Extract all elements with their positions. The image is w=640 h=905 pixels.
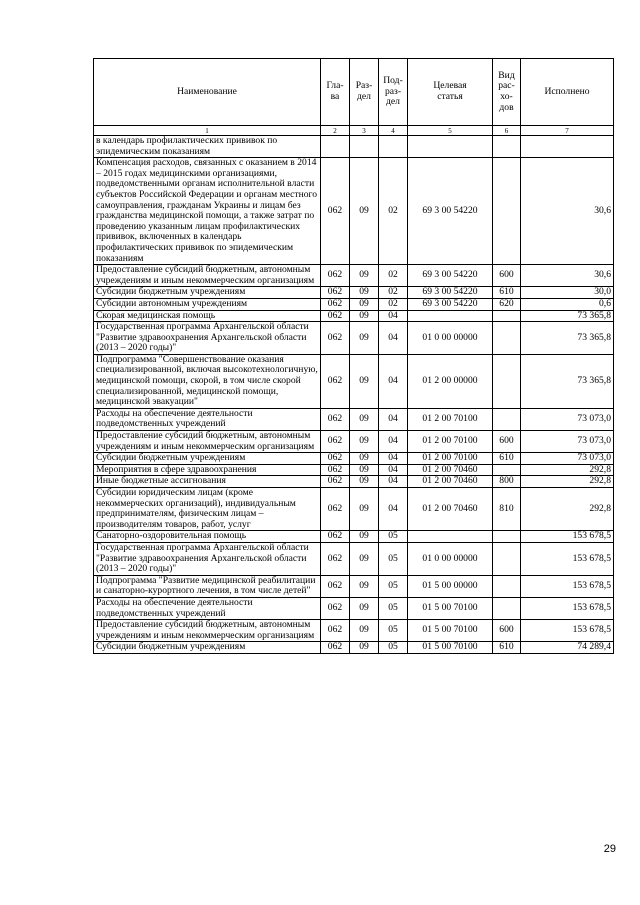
- row-vid-rashodov-cell: 600: [493, 431, 521, 453]
- row-celevaya-statya-cell: 01 5 00 00000: [408, 575, 493, 597]
- row-razdel-cell: 09: [350, 310, 379, 322]
- row-celevaya-statya-cell: 01 5 00 70100: [408, 642, 493, 654]
- table-row: [94, 310, 614, 322]
- row-razdel-cell: [350, 136, 379, 158]
- row-podrazdel-cell: 04: [379, 488, 408, 531]
- row-razdel-cell: 09: [350, 620, 379, 642]
- row-razdel-cell: 09: [350, 453, 379, 465]
- table-row: [94, 488, 614, 531]
- row-vid-rashodov-cell: [493, 158, 521, 265]
- row-name-cell: Субсидии юридическим лицам (кроме некоммерческих организаций), индивидуальным предпринимателям, физическим лицам – производителям товаров, работ, услуг: [94, 488, 321, 531]
- row-name-cell: Государственная программа Архангельской области "Развитие здравоохранения Архангельской области (2013 – 2020 годы)": [94, 542, 321, 575]
- table-row: [94, 136, 614, 158]
- row-podrazdel-cell: [379, 136, 408, 158]
- row-podrazdel-cell: 05: [379, 620, 408, 642]
- row-name-cell: Расходы на обеспечение деятельности подведомственных учреждений: [94, 408, 321, 430]
- row-razdel-cell: 09: [350, 322, 379, 355]
- column-number: 3: [350, 126, 379, 136]
- row-razdel-cell: 09: [350, 531, 379, 543]
- row-glava-cell: 062: [321, 488, 350, 531]
- row-ispolneno-cell: 73 073,0: [521, 431, 614, 453]
- row-celevaya-statya-cell: 69 3 00 54220: [408, 265, 493, 287]
- row-ispolneno-cell: 292,8: [521, 476, 614, 488]
- row-glava-cell: 062: [321, 158, 350, 265]
- row-celevaya-statya-cell: 01 2 00 70100: [408, 453, 493, 465]
- row-celevaya-statya-cell: 01 2 00 70460: [408, 488, 493, 531]
- row-vid-rashodov-cell: 600: [493, 265, 521, 287]
- row-glava-cell: 062: [321, 575, 350, 597]
- row-razdel-cell: 09: [350, 642, 379, 654]
- table-row: [94, 158, 614, 265]
- table-row: [94, 464, 614, 476]
- row-celevaya-statya-cell: 69 3 00 54220: [408, 287, 493, 299]
- row-ispolneno-cell: 153 678,5: [521, 597, 614, 619]
- row-ispolneno-cell: 73 073,0: [521, 453, 614, 465]
- row-glava-cell: 062: [321, 310, 350, 322]
- row-vid-rashodov-cell: 600: [493, 620, 521, 642]
- row-vid-rashodov-cell: 810: [493, 488, 521, 531]
- row-vid-rashodov-cell: [493, 310, 521, 322]
- header-razdel: Раз- дел: [350, 59, 379, 126]
- table-row: [94, 408, 614, 430]
- row-celevaya-statya-cell: 01 2 00 70460: [408, 464, 493, 476]
- row-glava-cell: 062: [321, 322, 350, 355]
- row-ispolneno-cell: 153 678,5: [521, 620, 614, 642]
- table-row: [94, 431, 614, 453]
- row-podrazdel-cell: 04: [379, 310, 408, 322]
- row-name-cell: Государственная программа Архангельской области "Развитие здравоохранения Архангельской области (2013 – 2020 годы)": [94, 322, 321, 355]
- row-podrazdel-cell: 04: [379, 408, 408, 430]
- row-name-cell: Компенсация расходов, связанных с оказанием в 2014 – 2015 годах медицинскими организациями, подведомственными органам исполнительной власти субъектов Российской Федерации и органам местного самоуправления, гражданам Украины и лицам без гражданства медицинской помощи, а также затрат по проведению указанным лицам профилактических прививок, включенных в календарь профилактических прививок по эпидемическим показаниям: [94, 158, 321, 265]
- row-podrazdel-cell: 04: [379, 453, 408, 465]
- row-glava-cell: 062: [321, 597, 350, 619]
- row-celevaya-statya-cell: 69 3 00 54220: [408, 298, 493, 310]
- row-ispolneno-cell: 292,8: [521, 464, 614, 476]
- row-name-cell: Подпрограмма "Развитие медицинской реабилитации и санаторно-курортного лечения, в том числе детей": [94, 575, 321, 597]
- row-name-cell: Субсидии бюджетным учреждениям: [94, 287, 321, 299]
- row-glava-cell: 062: [321, 265, 350, 287]
- row-glava-cell: 062: [321, 642, 350, 654]
- row-name-cell: Предоставление субсидий бюджетным, автономным учреждениям и иным некоммерческим организациям: [94, 431, 321, 453]
- header-ispolneno: Исполнено: [521, 59, 614, 126]
- row-celevaya-statya-cell: 01 5 00 70100: [408, 597, 493, 619]
- row-podrazdel-cell: 05: [379, 642, 408, 654]
- row-razdel-cell: 09: [350, 408, 379, 430]
- row-ispolneno-cell: 73 365,8: [521, 354, 614, 408]
- row-podrazdel-cell: 05: [379, 531, 408, 543]
- column-number: 5: [408, 126, 493, 136]
- row-ispolneno-cell: [521, 136, 614, 158]
- row-razdel-cell: 09: [350, 158, 379, 265]
- row-podrazdel-cell: 04: [379, 464, 408, 476]
- row-celevaya-statya-cell: 01 2 00 70460: [408, 476, 493, 488]
- row-razdel-cell: 09: [350, 542, 379, 575]
- row-podrazdel-cell: 02: [379, 158, 408, 265]
- table-row: [94, 620, 614, 642]
- header-name: Наименование: [94, 59, 321, 126]
- row-ispolneno-cell: 292,8: [521, 488, 614, 531]
- row-glava-cell: 062: [321, 542, 350, 575]
- row-ispolneno-cell: 73 365,8: [521, 322, 614, 355]
- row-name-cell: Субсидии автономным учреждениям: [94, 298, 321, 310]
- row-ispolneno-cell: 74 289,4: [521, 642, 614, 654]
- table-row: [94, 453, 614, 465]
- row-podrazdel-cell: 04: [379, 476, 408, 488]
- row-name-cell: Иные бюджетные ассигнования: [94, 476, 321, 488]
- table-row: [94, 298, 614, 310]
- row-vid-rashodov-cell: [493, 531, 521, 543]
- row-ispolneno-cell: 153 678,5: [521, 542, 614, 575]
- table-row: [94, 265, 614, 287]
- row-celevaya-statya-cell: 01 0 00 00000: [408, 542, 493, 575]
- row-glava-cell: 062: [321, 354, 350, 408]
- budget-table: [93, 58, 614, 654]
- row-razdel-cell: 09: [350, 287, 379, 299]
- row-podrazdel-cell: 04: [379, 322, 408, 355]
- row-vid-rashodov-cell: [493, 597, 521, 619]
- row-glava-cell: 062: [321, 287, 350, 299]
- row-glava-cell: 062: [321, 620, 350, 642]
- row-razdel-cell: 09: [350, 464, 379, 476]
- row-podrazdel-cell: 05: [379, 597, 408, 619]
- row-vid-rashodov-cell: [493, 542, 521, 575]
- row-name-cell: Предоставление субсидий бюджетным, автономным учреждениям и иным некоммерческим организациям: [94, 620, 321, 642]
- row-podrazdel-cell: 02: [379, 298, 408, 310]
- row-razdel-cell: 09: [350, 488, 379, 531]
- row-ispolneno-cell: 73 365,8: [521, 310, 614, 322]
- row-name-cell: Мероприятия в сфере здравоохранения: [94, 464, 321, 476]
- row-vid-rashodov-cell: [493, 136, 521, 158]
- row-podrazdel-cell: 05: [379, 542, 408, 575]
- row-name-cell: Подпрограмма "Совершенствование оказания специализированной, включая высокотехнологичную, медицинской помощи, скорой, в том числе скорой специализированной, медицинской помощи, медицинской эвакуации": [94, 354, 321, 408]
- column-number: 7: [521, 126, 614, 136]
- row-vid-rashodov-cell: [493, 322, 521, 355]
- row-celevaya-statya-cell: 01 2 00 70100: [408, 408, 493, 430]
- row-podrazdel-cell: 02: [379, 287, 408, 299]
- table-row: [94, 476, 614, 488]
- row-name-cell: Субсидии бюджетным учреждениям: [94, 453, 321, 465]
- row-ispolneno-cell: 30,0: [521, 287, 614, 299]
- row-celevaya-statya-cell: 01 2 00 00000: [408, 354, 493, 408]
- row-vid-rashodov-cell: [493, 354, 521, 408]
- row-name-cell: Скорая медицинская помощь: [94, 310, 321, 322]
- column-number: 4: [379, 126, 408, 136]
- row-vid-rashodov-cell: [493, 464, 521, 476]
- row-vid-rashodov-cell: [493, 575, 521, 597]
- row-ispolneno-cell: 73 073,0: [521, 408, 614, 430]
- page-number: 29: [603, 843, 616, 855]
- row-razdel-cell: 09: [350, 476, 379, 488]
- row-glava-cell: 062: [321, 298, 350, 310]
- table-row: [94, 642, 614, 654]
- row-name-cell: Расходы на обеспечение деятельности подведомственных учреждений: [94, 597, 321, 619]
- row-ispolneno-cell: 30,6: [521, 158, 614, 265]
- row-razdel-cell: 09: [350, 265, 379, 287]
- row-ispolneno-cell: 153 678,5: [521, 575, 614, 597]
- row-name-cell: Санаторно-оздоровительная помощь: [94, 531, 321, 543]
- row-razdel-cell: 09: [350, 431, 379, 453]
- row-celevaya-statya-cell: [408, 310, 493, 322]
- row-razdel-cell: 09: [350, 354, 379, 408]
- table-body: [94, 136, 614, 654]
- row-glava-cell: 062: [321, 531, 350, 543]
- row-glava-cell: 062: [321, 431, 350, 453]
- table-row: [94, 597, 614, 619]
- table-row: [94, 354, 614, 408]
- row-podrazdel-cell: 04: [379, 354, 408, 408]
- row-podrazdel-cell: 02: [379, 265, 408, 287]
- row-vid-rashodov-cell: 620: [493, 298, 521, 310]
- row-razdel-cell: 09: [350, 597, 379, 619]
- row-vid-rashodov-cell: 610: [493, 287, 521, 299]
- row-celevaya-statya-cell: 01 0 00 00000: [408, 322, 493, 355]
- row-name-cell: в календарь профилактических прививок по эпидемическим показаниям: [94, 136, 321, 158]
- header-celevaya-statya: Целевая статья: [408, 59, 493, 126]
- row-vid-rashodov-cell: 800: [493, 476, 521, 488]
- row-glava-cell: 062: [321, 464, 350, 476]
- row-celevaya-statya-cell: [408, 136, 493, 158]
- row-glava-cell: [321, 136, 350, 158]
- row-celevaya-statya-cell: 69 3 00 54220: [408, 158, 493, 265]
- row-ispolneno-cell: 153 678,5: [521, 531, 614, 543]
- row-vid-rashodov-cell: 610: [493, 453, 521, 465]
- row-podrazdel-cell: 05: [379, 575, 408, 597]
- row-vid-rashodov-cell: 610: [493, 642, 521, 654]
- row-glava-cell: 062: [321, 408, 350, 430]
- header-glava: Гла- ва: [321, 59, 350, 126]
- row-glava-cell: 062: [321, 476, 350, 488]
- row-name-cell: Субсидии бюджетным учреждениям: [94, 642, 321, 654]
- row-celevaya-statya-cell: 01 2 00 70100: [408, 431, 493, 453]
- row-name-cell: Предоставление субсидий бюджетным, автономным учреждениям и иным некоммерческим организациям: [94, 265, 321, 287]
- table-row: [94, 322, 614, 355]
- row-ispolneno-cell: 30,6: [521, 265, 614, 287]
- row-glava-cell: 062: [321, 453, 350, 465]
- table-row: [94, 542, 614, 575]
- row-razdel-cell: 09: [350, 298, 379, 310]
- header-vid-rashodov: Вид рас- хо- дов: [493, 59, 521, 126]
- table-row: [94, 531, 614, 543]
- row-ispolneno-cell: 0,6: [521, 298, 614, 310]
- header-podrazdel: Под- раз- дел: [379, 59, 408, 126]
- table-row: [94, 287, 614, 299]
- row-celevaya-statya-cell: [408, 531, 493, 543]
- table-row: [94, 575, 614, 597]
- row-razdel-cell: 09: [350, 575, 379, 597]
- row-celevaya-statya-cell: 01 5 00 70100: [408, 620, 493, 642]
- table-header: [94, 59, 614, 136]
- row-vid-rashodov-cell: [493, 408, 521, 430]
- column-number: 6: [493, 126, 521, 136]
- row-podrazdel-cell: 04: [379, 431, 408, 453]
- column-number: 2: [321, 126, 350, 136]
- column-number: 1: [94, 126, 321, 136]
